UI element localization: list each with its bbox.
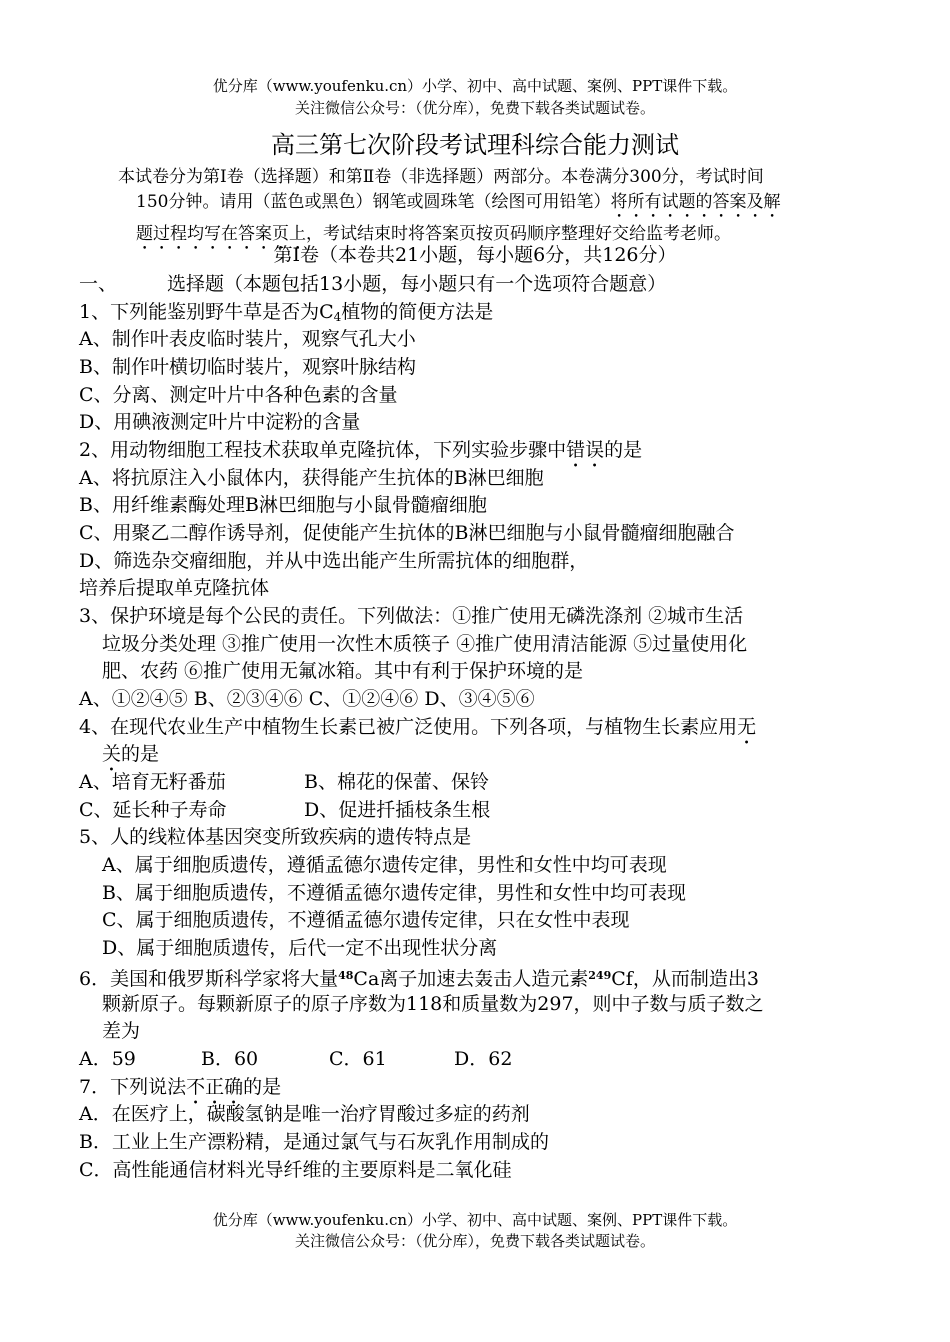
footer-line-1: 优分库（www.youfenku.cn）小学、初中、高中试题、案例、PPT课件下载。 [212,1211,738,1229]
q5-option-c: C、属于细胞质遗传，不遵循孟德尔遗传定律，只在女性中表现 [102,909,630,931]
q5-stem: 5、人的线粒体基因突变所致疾病的遗传特点是 [79,826,472,848]
q4-emphasis-2: 关 [102,743,122,765]
q1-option-c: C、分离、测定叶片中各种色素的含量 [79,384,398,406]
q1-option-a: A、制作叶表皮临时装片，观察气孔大小 [79,328,416,350]
instructions-line-3b: 考试结束时将答案页按页码顺序整理好交给监考老师。 [323,224,731,244]
q4-option-b: B、棉花的保蕾、保铃 [304,771,489,793]
instructions-line-1: 本试卷分为第Ⅰ卷（选择题）和第Ⅱ卷（非选择题）两部分。本卷满分300分，考试时间 [118,167,764,187]
section-1-heading [79,271,666,297]
q6-line-1b: Ca离子加速去轰击人造元素 [353,968,589,990]
q7-option-c: C．高性能通信材料光导纤维的主要原料是二氧化硅 [79,1159,512,1181]
q6-line-1c: Cf，从而制造出3 [611,968,759,990]
q4-option-a: A、培育无籽番茄 [79,771,226,793]
header-line-2: 关注微信公众号：（优分库），免费下载各类试题试卷。 [294,99,655,117]
q6-superscript-2: 249 [588,969,612,982]
footer-line-2: 关注微信公众号：（优分库），免费下载各类试题试卷。 [294,1232,655,1250]
q7-stem-b: 的是 [243,1076,282,1098]
part-1-heading: 第Ⅰ卷（本卷共21小题，每小题6分，共126分） [273,244,677,266]
q3-options: A、①②④⑤ B、②③④⑥ C、①②④⑥ D、③④⑤⑥ [79,688,535,710]
section-1-text: 选择题（本题包括13小题，每小题只有一个选项符合题意） [167,273,667,295]
q2-option-b: B、用纤维素酶处理B淋巴细胞与小鼠骨髓瘤细胞 [79,494,487,516]
q4-option-c: C、延长种子寿命 [79,799,227,821]
instructions-line-3a: 题过程均写在答案页上， [136,224,323,244]
exam-title: 高三第七次阶段考试理科综合能力测试 [271,131,679,159]
q6-line-3: 差为 [102,1020,141,1042]
instructions-line-2a: 150分钟。请用（蓝色或黑色）钢笔或圆珠笔（绘图可用铅笔） [136,192,611,212]
q6-line-1a: 6．美国和俄罗斯科学家将大量 [79,968,339,990]
q6-superscript-1: 48 [338,969,354,982]
q6-option-a: A．59 [79,1048,136,1070]
q1-stem-a: 1、下列能鉴别野牛草是否为C [79,301,334,323]
q4-line-1 [79,714,756,749]
q6-line-2: 颗新原子。每颗新原子的原子序数为118和质量数为297，则中子数与质子数之 [102,993,764,1015]
q2-option-d: D、筛选杂交瘤细胞，并从中选出能产生所需抗体的细胞群， [79,550,589,572]
q2-option-a: A、将抗原注入小鼠体内，获得能产生抗体的B淋巴细胞 [79,467,544,489]
q4-options-row-1 [79,769,489,795]
q4-option-d: D、促进扦插枝条生根 [304,799,491,821]
q4-line-1a: 4、在现代农业生产中植物生长素已被广泛使用。下列各项，与植物生长素应用 [79,716,738,738]
q2-option-d-cont: 培养后提取单克隆抗体 [79,577,270,599]
section-1-num: 一、 [79,273,118,295]
q6-option-c: C．61 [329,1048,387,1070]
instructions-line-2 [118,190,873,222]
q7-option-b: B．工业上生产漂粉精，是通过氯气与石灰乳作用制成的 [79,1131,549,1153]
q2-stem-emphasis: 错误 [566,439,605,461]
q3-line-1: 3、保护环境是每个公民的责任。下列做法：①推广使用无磷洗涤剂 ②城市生活 [79,605,744,627]
q1-subscript: 4 [333,310,342,324]
q1-option-b: B、制作叶横切临时装片，观察叶脉结构 [79,356,416,378]
q6-line-1 [79,963,759,992]
exam-instructions [118,165,873,254]
q2-stem-a: 2、用动物细胞工程技术获取单克隆抗体，下列实验步骤中 [79,439,567,461]
instructions-line-2b: 将所有试题的答案及解 [610,192,781,212]
header-line-1: 优分库（www.youfenku.cn）小学、初中、高中试题、案例、PPT课件下载。 [212,77,738,95]
q2-stem-b: 的是 [604,439,643,461]
q1-stem-b: 植物的简便方法是 [341,301,494,323]
q5-option-d: D、属于细胞质遗传，后代一定不出现性状分离 [102,937,498,959]
q1-option-d: D、用碘液测定叶片中淀粉的含量 [79,411,361,433]
q5-option-a: A、属于细胞质遗传，遵循孟德尔遗传定律，男性和女性中均可表现 [102,854,667,876]
q6-option-b: B．60 [201,1048,259,1070]
q2-option-c: C、用聚乙二醇作诱导剂，促使能产生抗体的B淋巴细胞与小鼠骨髓瘤细胞融合 [79,522,735,544]
q4-line-2b: 的是 [121,743,160,765]
q3-line-3: 肥、农药 ⑥推广使用无氟冰箱。其中有利于保护环境的是 [102,660,584,682]
q5-option-b: B、属于细胞质遗传，不遵循孟德尔遗传定律，男性和女性中均可表现 [102,882,686,904]
q4-emphasis-1: 无 [737,716,757,738]
q7-stem-a: 7．下列说法 [79,1076,187,1098]
q4-options-row-2 [79,797,490,823]
q7-stem-emphasis: 不正确 [186,1076,244,1098]
q6-options [79,1046,512,1072]
q6-option-d: D．62 [454,1048,513,1070]
q3-line-2: 垃圾分类处理 ③推广使用一次性木质筷子 ④推广使用清洁能源 ⑤过量使用化 [102,633,748,655]
q7-option-a: A．在医疗上，碳酸氢钠是唯一治疗胃酸过多症的药剂 [79,1103,530,1125]
